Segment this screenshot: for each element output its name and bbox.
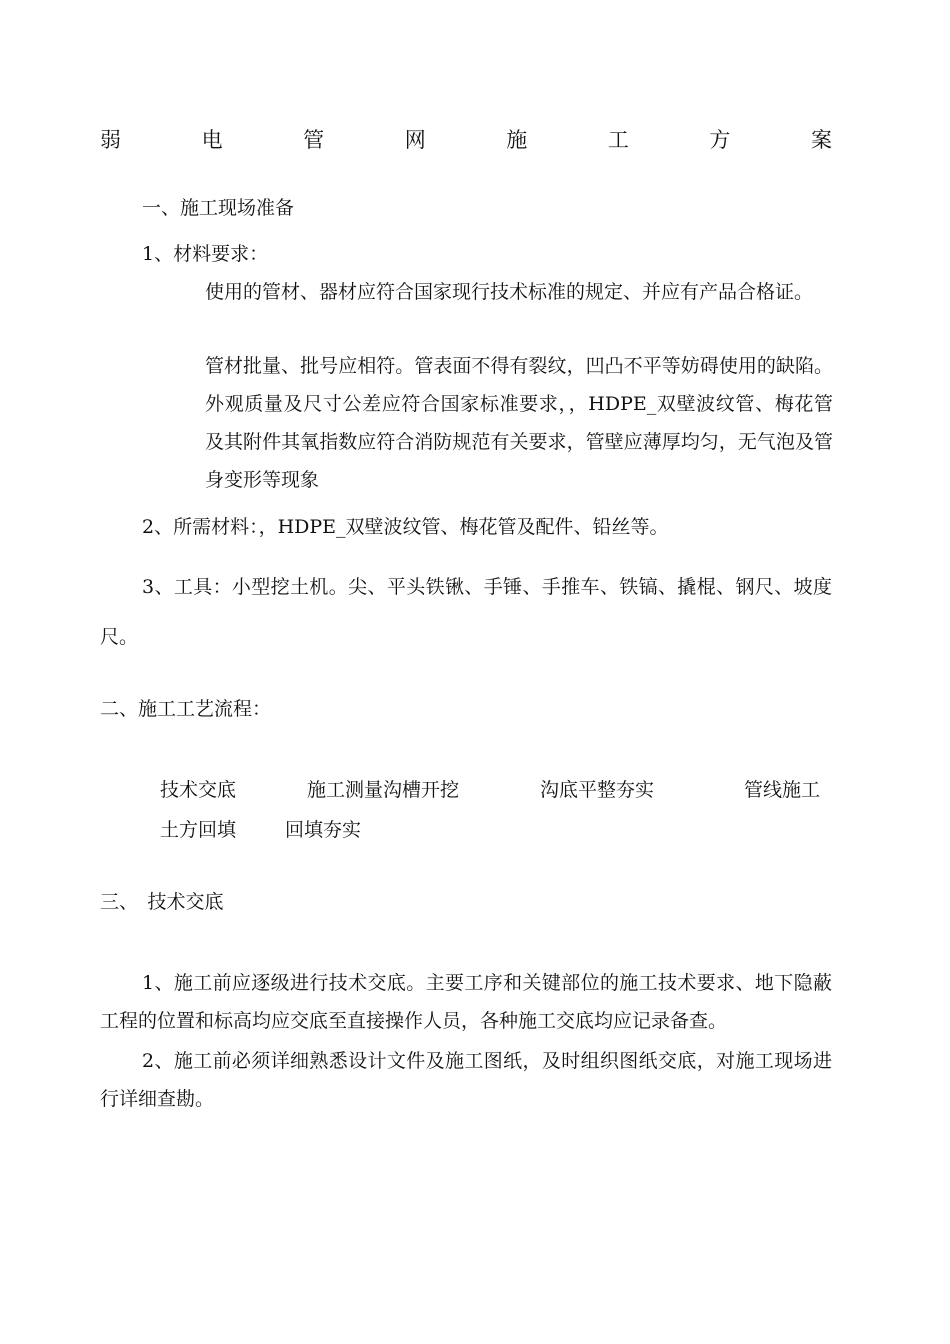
flow-step: 回填夯实 bbox=[285, 819, 362, 841]
section3-heading: 三、 技术交底 bbox=[100, 891, 224, 913]
title-char: 工 bbox=[607, 128, 629, 152]
title-char: 施 bbox=[506, 128, 528, 152]
title-char: 弱 bbox=[100, 128, 121, 152]
flow-step: 沟底平整夯实 bbox=[540, 779, 655, 801]
title-char: 网 bbox=[404, 128, 426, 152]
item3-text: 3、工具：小型挖土机。尖、平头铁锹、手锤、手推车、铁镐、撬棍、钢尺、坡度尺。 bbox=[100, 576, 832, 648]
item1-label: 1、材料要求： bbox=[142, 243, 269, 265]
section3-paragraph-1: 1、施工前应逐级进行技术交底。主要工序和关键部位的施工技术要求、地下隐蔽工程的位置和标高均应交底至直接操作人员，各种施工交底均应记录备查。 bbox=[100, 972, 832, 1032]
section2-heading: 二、施工工艺流程： bbox=[100, 698, 272, 720]
item1-paragraph-2: 管材批量、批号应相符。管表面不得有裂纹，凹凸不平等妨碍使用的缺陷。外观质量及尺寸公差应符合国家标准要求，，HDPE_双壁波纹管、梅花管及其附件其氧指数应符合消防规范有关要求，管壁应薄厚均匀，无气泡及管身变形等现象 bbox=[205, 355, 833, 491]
flow-step: 土方回填 bbox=[160, 819, 237, 841]
title-char: 电 bbox=[201, 128, 223, 152]
flow-step: 管线施工 bbox=[744, 779, 821, 801]
item2-text: 2、所需材料：，HDPE_双壁波纹管、梅花管及配件、铅丝等。 bbox=[142, 516, 669, 538]
document-title bbox=[100, 126, 832, 154]
section1-heading: 一、施工现场准备 bbox=[142, 197, 295, 219]
flow-step: 施工测量沟槽开挖 bbox=[307, 779, 460, 801]
title-char: 案 bbox=[810, 128, 832, 152]
title-char: 管 bbox=[303, 128, 325, 152]
section3-paragraph-2: 2、施工前必须详细熟悉设计文件及施工图纸，及时组织图纸交底，对施工现场进行详细查勘。 bbox=[100, 1050, 832, 1110]
flow-step: 技术交底 bbox=[160, 779, 237, 801]
item1-paragraph-1: 使用的管材、器材应符合国家现行技术标准的规定、并应有产品合格证。 bbox=[205, 281, 814, 303]
title-char: 方 bbox=[709, 128, 731, 152]
